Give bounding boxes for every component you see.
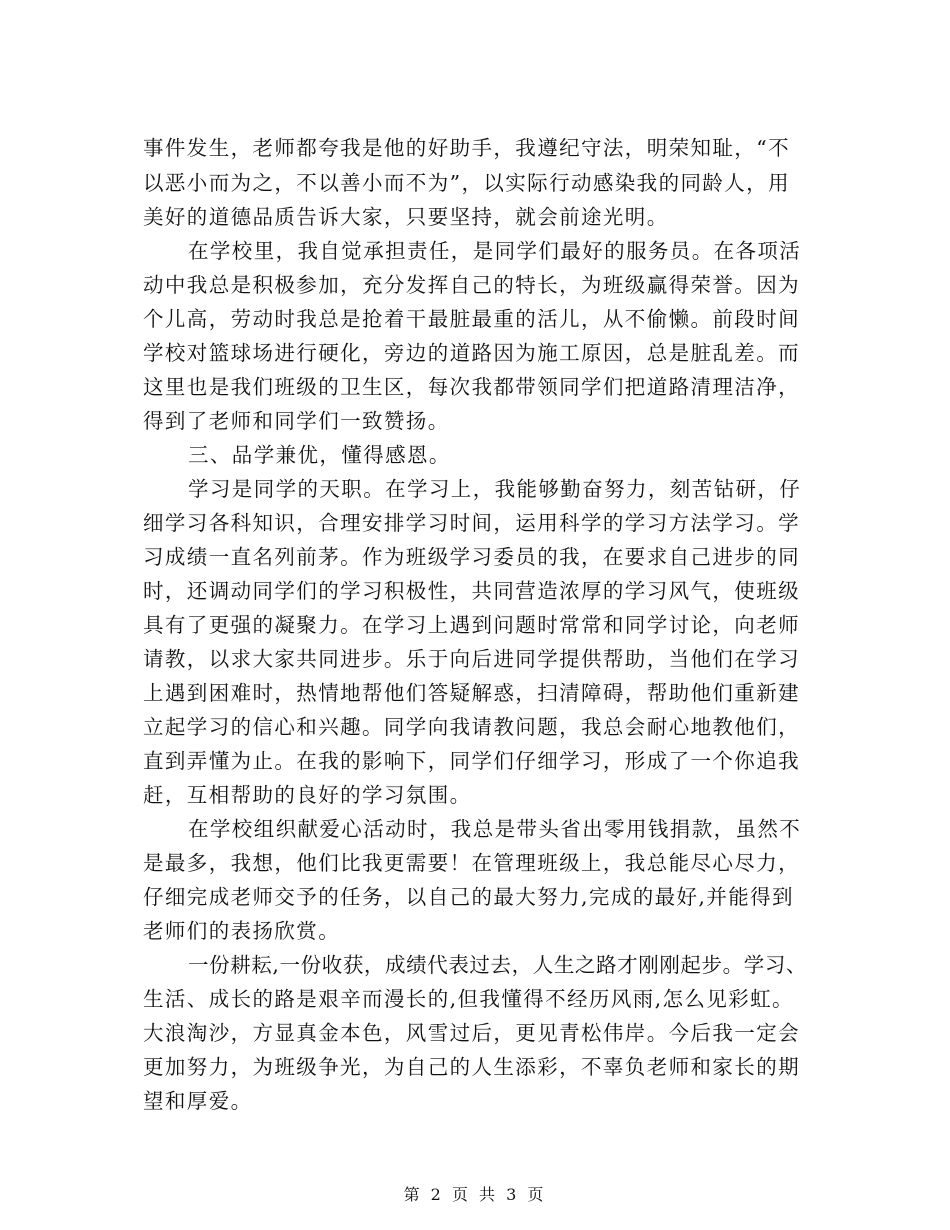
text-line: 动中我总是积极参加，充分发挥自己的特长，为班级赢得荣誉。因为 bbox=[143, 273, 800, 297]
text-line: 赶，互相帮助的良好的学习氛围。 bbox=[143, 783, 472, 807]
text-line: 个儿高，劳动时我总是抢着干最脏最重的活儿，从不偷懒。前段时间 bbox=[143, 307, 800, 331]
text-line: 习成绩一直名列前茅。作为班级学习委员的我，在要求自己进步的同 bbox=[143, 545, 800, 569]
text-line: 得到了老师和同学们一致赞扬。 bbox=[143, 409, 450, 433]
text-line: 学校对篮球场进行硬化，旁边的道路因为施工原因，总是脏乱差。而 bbox=[143, 341, 800, 365]
text-line: 时，还调动同学们的学习积极性，共同营造浓厚的学习风气，使班级 bbox=[143, 579, 800, 603]
text-line: 细学习各科知识，合理安排学习时间，运用科学的学习方法学习。学 bbox=[143, 511, 800, 535]
section-heading: 三、品学兼优，懂得感恩。 bbox=[188, 443, 451, 467]
text-line: 是最多，我想，他们比我更需要！在管理班级上，我总能尽心尽力， bbox=[143, 851, 800, 875]
text-line: 直到弄懂为止。在我的影响下，同学们仔细学习，形成了一个你追我 bbox=[143, 749, 800, 773]
text-line: 这里也是我们班级的卫生区，每次我都带领同学们把道路清理洁净， bbox=[143, 375, 800, 399]
text-line: 在学校里，我自觉承担责任，是同学们最好的服务员。在各项活 bbox=[188, 239, 802, 263]
text-line: 大浪淘沙，方显真金本色，风雪过后，更见青松伟岸。今后我一定会 bbox=[143, 1021, 800, 1045]
text-line: 在学校组织献爱心活动时，我总是带头省出零用钱捐款，虽然不 bbox=[188, 817, 802, 841]
text-line: 上遇到困难时，热情地帮他们答疑解惑，扫清障碍，帮助他们重新建 bbox=[143, 681, 800, 705]
text-line: 一份耕耘,一份收获，成绩代表过去，人生之路才刚刚起步。学习、 bbox=[188, 953, 808, 977]
text-line: 生活、成长的路是艰辛而漫长的,但我懂得不经历风雨,怎么见彩虹。 bbox=[143, 987, 794, 1011]
text-line: 立起学习的信心和兴趣。同学向我请教问题，我总会耐心地教他们， bbox=[143, 715, 800, 739]
text-line: 美好的道德品质告诉大家，只要坚持，就会前途光明。 bbox=[143, 205, 669, 229]
text-line: 学习是同学的天职。在学习上，我能够勤奋努力，刻苦钻研，仔 bbox=[188, 477, 802, 501]
text-line: 事件发生，老师都夸我是他的好助手，我遵纪守法，明荣知耻，“不 bbox=[143, 136, 790, 160]
text-line: 望和厚爱。 bbox=[143, 1089, 253, 1113]
text-line: 具有了更强的凝聚力。在学习上遇到问题时常常和同学讨论，向老师 bbox=[143, 613, 800, 637]
text-line: 以恶小而为之，不以善小而不为”，以实际行动感染我的同龄人，用 bbox=[143, 171, 790, 195]
text-line: 老师们的表扬欣赏。 bbox=[143, 919, 341, 943]
text-line: 更加努力，为班级争光，为自己的人生添彩，不辜负老师和家长的期 bbox=[143, 1055, 800, 1079]
text-line: 请教，以求大家共同进步。乐于向后进同学提供帮助，当他们在学习 bbox=[143, 647, 800, 671]
text-line: 仔细完成老师交予的任务，以自己的最大努力,完成的最好,并能得到 bbox=[143, 885, 794, 909]
page-number-footer: 第 2 页 共 3 页 bbox=[403, 1185, 547, 1204]
